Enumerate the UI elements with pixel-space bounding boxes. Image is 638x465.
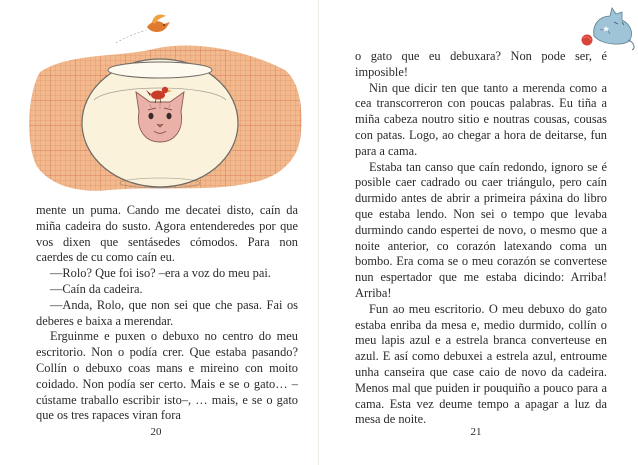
paragraph: o gato que eu debuxara? Non pode ser, é imposible! (355, 49, 607, 79)
paragraph: —Rolo? Que foi iso? –era a voz do meu pai. (50, 266, 271, 281)
paragraph: mente un puma. Cando me decatei disto, caín da miña cadeira do susto. Agora entenderedes por que vos dixen que sentásedes cómodos. Para non caerdes de cu como caín eu. (36, 203, 298, 265)
page-number-right: 21 (470, 426, 482, 438)
paragraph: Erguinme e puxen o debuxo no centro do meu escritorio. Non o podía crer. Que estaba pasando? Collín o debuxo coas mans e mireino con moito coidado. Non podía ser certo. Mais e se o gato… –cústame traballo escribir isto–, … mais, e se o gato que os tres rapaces viran fora (36, 329, 298, 423)
sleeping-cat-icon (578, 0, 638, 52)
fishbowl-cat-illustration (0, 0, 319, 200)
right-page-text (355, 49, 607, 428)
flying-bird-icon (147, 14, 170, 32)
paragraph: —Anda, Rolo, que non sei que che pasa. Fai os deberes e baixa a merendar. (36, 297, 298, 328)
page-number-left: 20 (150, 426, 162, 438)
paragraph: —Caín da cadeira. (50, 281, 143, 296)
right-page (319, 0, 638, 465)
left-page-text (36, 203, 298, 424)
paragraph: Estaba tan canso que caín redondo, ignoro se é posible caer cadrado ou caer triángulo, pero caín durmido antes de abrir a primeira páxina do libro que estaba lendo. Non sei o tempo que levaba durmindo cando espertei de novo, o mesmo que a noite anterior, co corazón latexando coma un bombo. Era coma se o meu corazón se convertese nun espertador que me estaba dicindo: Arriba! Arriba! (355, 159, 607, 300)
flight-trail (116, 30, 146, 43)
paragraph: Nin que dicir ten que tanto a merenda como a cea transcorreron con poucas palabras. Eu tiña a miña cabeza noutro sitio e noutras cousas, cousas con patas. Logo, ao chegar a hora de deitarse, fun para a cama. (355, 80, 607, 158)
paragraph: Fun ao meu escritorio. O meu debuxo do gato estaba enriba da mesa e, medio durmido, collín o meu lapis azul e a estrela branca converteuse en azul. E así como debuxei a estrela azul, entroume unha canseira que case caio de novo da cadeira. Menos mal que puiden ir pouquiño a pouco para a cama. Esta vez deume tempo a apagar a luz da mesa de noite. (355, 301, 607, 427)
